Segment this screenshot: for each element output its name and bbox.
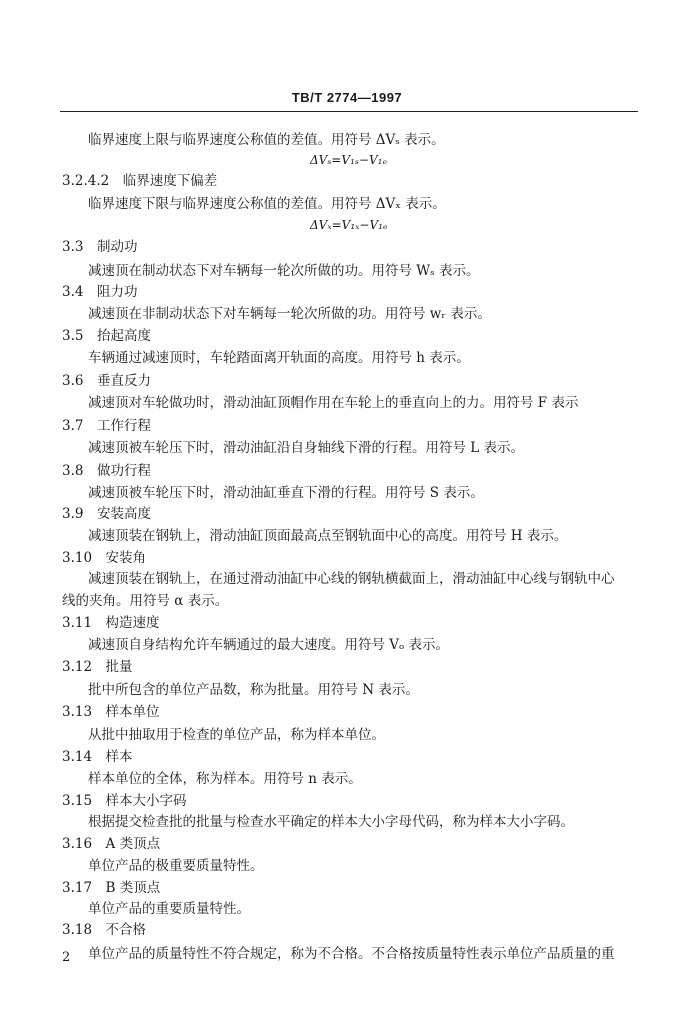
formula-line: ΔVₛ=V₁ₛ−V₁ₑ	[310, 153, 388, 167]
text-line: 减速顶被车轮压下时，滑动油缸沿自身轴线下滑的行程。用符号 L 表示。	[88, 440, 525, 456]
text-line: 单位产品的极重要质量特性。	[88, 858, 264, 874]
text-line: 车辆通过减速顶时，车轮踏面离开轨面的高度。用符号 h 表示。	[88, 350, 470, 366]
text-line: 样本单位的全体，称为样本。用符号 n 表示。	[88, 771, 362, 787]
standard-number-header: TB/T 2774—1997	[291, 90, 403, 105]
section-heading: 3.5 抬起高度	[62, 328, 151, 344]
section-heading: 3.13 样本单位	[62, 704, 160, 720]
section-heading: 3.3 制动功	[62, 239, 138, 255]
section-heading: 3.12 批量	[62, 659, 133, 675]
section-heading: 3.11 构造速度	[62, 615, 160, 631]
text-line: 减速顶被车轮压下时，滑动油缸垂直下滑的行程。用符号 S 表示。	[88, 485, 484, 501]
text-line: 临界速度下限与临界速度公称值的差值。用符号 ΔVₓ 表示。	[88, 196, 446, 212]
section-heading: 3.10 安装角	[62, 550, 147, 566]
text-line: 线的夹角。用符号 α 表示。	[62, 593, 229, 609]
section-heading: 3.18 不合格	[62, 922, 147, 938]
text-line: 根据提交检查批的批量与检查水平确定的样本大小字母代码，称为样本大小字码。	[88, 814, 574, 830]
text-line: 从批中抽取用于检查的单位产品，称为样本单位。	[88, 727, 385, 743]
text-line: 减速顶装在钢轨上，在通过滑动油缸中心线的钢轨横截面上，滑动油缸中心线与钢轨中心	[88, 571, 615, 587]
text-line: 减速顶装在钢轨上，滑动油缸顶面最高点至钢轨面中心的高度。用符号 H 表示。	[88, 528, 568, 544]
section-heading: 3.7 工作行程	[62, 418, 151, 434]
text-line: 减速顶在制动状态下对车辆每一轮次所做的功。用符号 Wₛ 表示。	[88, 263, 480, 279]
section-heading: 3.6 垂直反力	[62, 373, 151, 389]
section-heading: 3.16 A 类顶点	[62, 836, 161, 852]
text-line: 减速顶在非制动状态下对车辆每一轮次所做的功。用符号 wᵣ 表示。	[88, 306, 491, 322]
header-rule	[60, 111, 638, 112]
page-number: 2	[62, 950, 71, 965]
section-heading: 3.14 样本	[62, 749, 133, 765]
section-heading: 3.8 做功行程	[62, 463, 151, 479]
section-heading: 3.2.4.2 临界速度下偏差	[62, 173, 218, 189]
section-heading: 3.4 阻力功	[62, 284, 138, 300]
text-line: 临界速度上限与临界速度公称值的差值。用符号 ΔVₛ 表示。	[88, 132, 445, 148]
text-line: 批中所包含的单位产品数，称为批量。用符号 N 表示。	[88, 682, 419, 698]
text-line: 减速顶对车轮做功时，滑动油缸顶帽作用在车轮上的垂直向上的力。用符号 F 表示	[88, 395, 579, 411]
section-heading: 3.17 B 类顶点	[62, 880, 161, 896]
section-heading: 3.15 样本大小字码	[62, 793, 187, 809]
text-line: 单位产品的质量特性不符合规定，称为不合格。不合格按质量特性表示单位产品质量的重	[88, 946, 615, 962]
section-heading: 3.9 安装高度	[62, 506, 151, 522]
text-line: 减速顶自身结构允许车辆通过的最大速度。用符号 Vₒ 表示。	[88, 637, 450, 653]
text-line: 单位产品的重要质量特性。	[88, 901, 250, 917]
formula-line: ΔVₓ=V₁ₓ−V₁ₑ	[310, 218, 388, 232]
